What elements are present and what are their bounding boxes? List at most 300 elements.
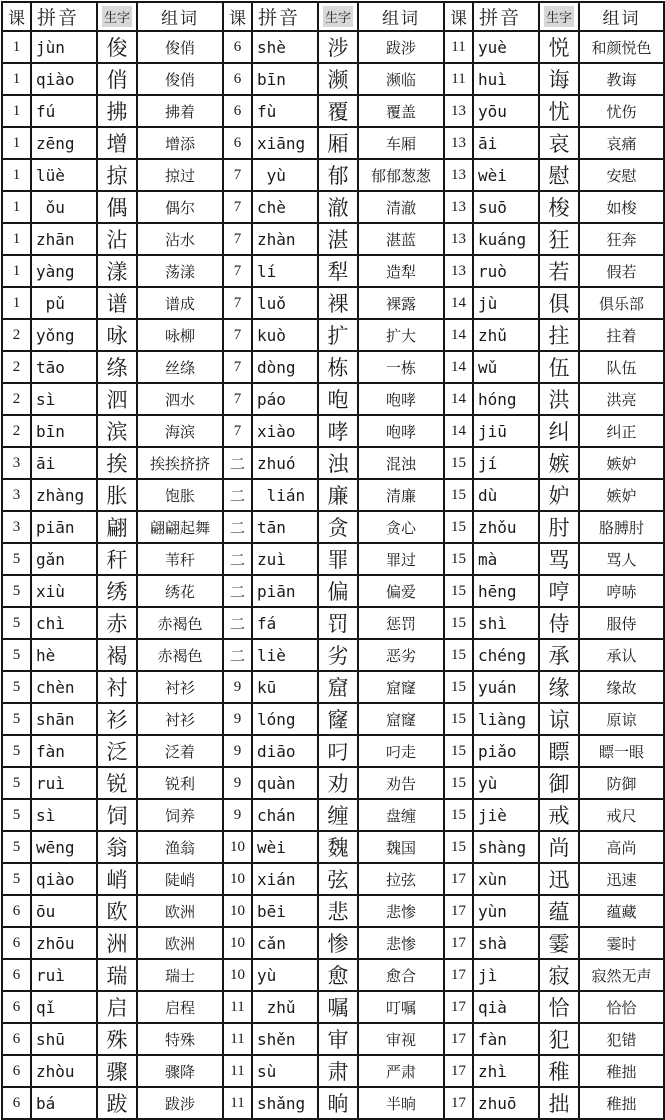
lesson-cell: 13 [444,223,473,255]
character-cell: 劝 [318,767,358,799]
pinyin-cell: lián [252,479,318,511]
pinyin-cell: liè [252,639,318,671]
character-cell: 骤 [97,1055,137,1087]
word-cell: 寂然无声 [579,959,664,991]
pinyin-cell: piǎo [473,735,539,767]
pinyin-cell: yùn [473,895,539,927]
pinyin-cell: yàng [31,255,97,287]
pinyin-cell: xiāng [252,127,318,159]
character-cell: 绦 [97,351,137,383]
table-row [2,639,664,671]
lesson-cell: 14 [444,383,473,415]
character-cell: 梭 [539,191,579,223]
header-row [2,2,664,31]
character-cell: 缠 [318,799,358,831]
word-cell: 清澈 [358,191,444,223]
lesson-cell: 15 [444,703,473,735]
character-cell: 泛 [97,735,137,767]
character-cell: 浊 [318,447,358,479]
word-cell: 特殊 [137,1023,223,1055]
word-cell: 饲养 [137,799,223,831]
word-cell: 翩翩起舞 [137,511,223,543]
word-cell: 承认 [579,639,664,671]
pinyin-cell: diāo [252,735,318,767]
pinyin-cell: sù [252,1055,318,1087]
table-row [2,383,664,415]
pinyin-cell: jì [473,959,539,991]
word-cell: 赤褐色 [137,607,223,639]
character-cell: 褐 [97,639,137,671]
character-cell: 嫉 [539,447,579,479]
word-cell: 如梭 [579,191,664,223]
word-cell: 高尚 [579,831,664,863]
pinyin-cell: zēng [31,127,97,159]
pinyin-cell: fàn [473,1023,539,1055]
pinyin-cell: lóng [252,703,318,735]
pinyin-cell: chán [252,799,318,831]
word-cell: 海滨 [137,415,223,447]
pinyin-cell: xùn [473,863,539,895]
lesson-cell: 6 [223,63,252,95]
lesson-cell: 5 [2,575,31,607]
word-cell: 挨挨挤挤 [137,447,223,479]
header-character [539,2,579,31]
character-cell: 拄 [539,319,579,351]
lesson-cell: 7 [223,223,252,255]
pinyin-cell: fù [252,95,318,127]
table-row [2,799,664,831]
word-cell: 掠过 [137,159,223,191]
character-cell: 窟 [318,671,358,703]
character-cell: 犁 [318,255,358,287]
character-cell: 俱 [539,287,579,319]
header-character-label: 生字 [102,6,132,27]
pinyin-cell: piān [252,575,318,607]
pinyin-cell: chèn [31,671,97,703]
lesson-cell: 17 [444,1023,473,1055]
character-cell: 拙 [539,1087,579,1119]
character-cell: 罪 [318,543,358,575]
word-cell: 骤降 [137,1055,223,1087]
lesson-cell: 14 [444,415,473,447]
word-cell: 和颜悦色 [579,31,664,63]
character-cell: 叼 [318,735,358,767]
word-cell: 窟窿 [358,671,444,703]
character-cell: 承 [539,639,579,671]
table-row [2,31,664,63]
pinyin-cell: lüè [31,159,97,191]
pinyin-cell: xiù [31,575,97,607]
word-cell: 渔翁 [137,831,223,863]
character-cell: 妒 [539,479,579,511]
table-row [2,543,664,575]
header-character-label: 生字 [323,6,353,27]
table-row [2,703,664,735]
lesson-cell: 5 [2,767,31,799]
header-pinyin: 拼音 [473,2,539,31]
character-cell: 悦 [539,31,579,63]
table-row [2,575,664,607]
pinyin-cell: jùn [31,31,97,63]
character-cell: 肃 [318,1055,358,1087]
lesson-cell: 5 [2,831,31,863]
word-cell: 盘缠 [358,799,444,831]
character-cell: 霎 [539,927,579,959]
word-cell: 欧洲 [137,927,223,959]
pinyin-cell: wèi [252,831,318,863]
pinyin-cell: zhǒu [473,511,539,543]
lesson-cell: 6 [2,895,31,927]
word-cell: 丝绦 [137,351,223,383]
header-character-label: 生字 [544,6,574,27]
pinyin-cell: jí [473,447,539,479]
pinyin-cell: chè [252,191,318,223]
table-row [2,95,664,127]
header-lesson: 课 [444,2,473,31]
word-cell: 绣花 [137,575,223,607]
pinyin-cell: luǒ [252,287,318,319]
lesson-cell: 二 [223,479,252,511]
word-cell: 增添 [137,127,223,159]
character-cell: 赤 [97,607,137,639]
word-cell: 愈合 [358,959,444,991]
character-cell: 秆 [97,543,137,575]
table-row [2,863,664,895]
character-cell: 忧 [539,95,579,127]
lesson-cell: 15 [444,543,473,575]
character-cell: 尚 [539,831,579,863]
pinyin-cell: zhuó [252,447,318,479]
word-cell: 覆盖 [358,95,444,127]
character-cell: 饲 [97,799,137,831]
word-cell: 陡峭 [137,863,223,895]
lesson-cell: 17 [444,927,473,959]
pinyin-cell: ruì [31,959,97,991]
lesson-cell: 6 [2,959,31,991]
lesson-cell: 5 [2,543,31,575]
pinyin-cell: shà [473,927,539,959]
pinyin-cell: suō [473,191,539,223]
lesson-cell: 2 [2,319,31,351]
word-cell: 稚拙 [579,1087,664,1119]
character-cell: 澈 [318,191,358,223]
lesson-cell: 5 [2,671,31,703]
lesson-cell: 13 [444,95,473,127]
pinyin-cell: huì [473,63,539,95]
lesson-cell: 11 [223,1087,252,1119]
pinyin-cell: wèi [473,159,539,191]
character-cell: 扩 [318,319,358,351]
character-cell: 俊 [97,31,137,63]
lesson-cell: 1 [2,127,31,159]
character-cell: 欧 [97,895,137,927]
character-cell: 衬 [97,671,137,703]
character-cell: 哀 [539,127,579,159]
character-cell: 启 [97,991,137,1023]
character-cell: 跋 [97,1087,137,1119]
word-cell: 饱胀 [137,479,223,511]
table-row [2,287,664,319]
character-cell: 稚 [539,1055,579,1087]
pinyin-cell: jiū [473,415,539,447]
character-cell: 恰 [539,991,579,1023]
word-cell: 混浊 [358,447,444,479]
header-character [318,2,358,31]
word-cell: 俊俏 [137,31,223,63]
word-cell: 骂人 [579,543,664,575]
pinyin-cell: yù [473,767,539,799]
pinyin-cell: lí [252,255,318,287]
pinyin-cell: kuáng [473,223,539,255]
character-cell: 瞟 [539,735,579,767]
pinyin-cell: shān [31,703,97,735]
character-cell: 锐 [97,767,137,799]
character-cell: 厢 [318,127,358,159]
lesson-cell: 6 [223,31,252,63]
lesson-cell: 17 [444,959,473,991]
character-cell: 裸 [318,287,358,319]
lesson-cell: 5 [2,735,31,767]
character-cell: 犯 [539,1023,579,1055]
pinyin-cell: zuì [252,543,318,575]
pinyin-cell: ōu [31,895,97,927]
pinyin-cell: bēi [252,895,318,927]
pinyin-cell: ruò [473,255,539,287]
word-cell: 严肃 [358,1055,444,1087]
lesson-cell: 1 [2,159,31,191]
character-cell: 泗 [97,383,137,415]
pinyin-cell: fá [252,607,318,639]
lesson-cell: 14 [444,351,473,383]
pinyin-cell: tān [252,511,318,543]
lesson-cell: 7 [223,383,252,415]
word-cell: 俊俏 [137,63,223,95]
lesson-cell: 二 [223,639,252,671]
lesson-cell: 10 [223,959,252,991]
table-row [2,1055,664,1087]
lesson-cell: 11 [223,1055,252,1087]
word-cell: 濒临 [358,63,444,95]
lesson-cell: 7 [223,287,252,319]
character-cell: 悲 [318,895,358,927]
lesson-cell: 15 [444,639,473,671]
pinyin-cell: gǎn [31,543,97,575]
character-cell: 栋 [318,351,358,383]
lesson-cell: 15 [444,511,473,543]
lesson-cell: 6 [223,95,252,127]
pinyin-cell: zhòu [31,1055,97,1087]
character-cell: 濒 [318,63,358,95]
word-cell: 拂着 [137,95,223,127]
lesson-cell: 9 [223,799,252,831]
table-row [2,735,664,767]
character-cell: 瑞 [97,959,137,991]
lesson-cell: 5 [2,639,31,671]
pinyin-cell: quàn [252,767,318,799]
word-cell: 俱乐部 [579,287,664,319]
header-character [97,2,137,31]
lesson-cell: 10 [223,895,252,927]
lesson-cell: 15 [444,767,473,799]
character-cell: 惨 [318,927,358,959]
lesson-cell: 二 [223,543,252,575]
pinyin-cell: mà [473,543,539,575]
word-cell: 悲惨 [358,927,444,959]
table-row [2,159,664,191]
header-pinyin: 拼音 [31,2,97,31]
table-row [2,831,664,863]
lesson-cell: 11 [223,1023,252,1055]
character-cell: 窿 [318,703,358,735]
lesson-cell: 1 [2,223,31,255]
word-cell: 蕴藏 [579,895,664,927]
pinyin-cell: yù [252,159,318,191]
lesson-cell: 3 [2,479,31,511]
word-cell: 一栋 [358,351,444,383]
character-cell: 偶 [97,191,137,223]
pinyin-cell: fàn [31,735,97,767]
character-cell: 洲 [97,927,137,959]
character-cell: 衫 [97,703,137,735]
pinyin-cell: chì [31,607,97,639]
pinyin-cell: zhān [31,223,97,255]
table-row [2,959,664,991]
word-cell: 拄着 [579,319,664,351]
pinyin-cell: tāo [31,351,97,383]
pinyin-cell: shè [252,31,318,63]
lesson-cell: 5 [2,799,31,831]
table-row [2,767,664,799]
lesson-cell: 3 [2,511,31,543]
word-cell: 稚拙 [579,1055,664,1087]
lesson-cell: 17 [444,1055,473,1087]
lesson-cell: 15 [444,671,473,703]
character-cell: 拂 [97,95,137,127]
lesson-cell: 二 [223,607,252,639]
word-cell: 谱成 [137,287,223,319]
character-cell: 沾 [97,223,137,255]
character-cell: 嘱 [318,991,358,1023]
character-cell: 纠 [539,415,579,447]
character-cell: 若 [539,255,579,287]
pinyin-cell: qiào [31,63,97,95]
character-cell: 殊 [97,1023,137,1055]
word-cell: 罪过 [358,543,444,575]
pinyin-cell: zhuō [473,1087,539,1119]
lesson-cell: 6 [2,1087,31,1119]
pinyin-cell: yuè [473,31,539,63]
lesson-cell: 6 [2,1055,31,1087]
lesson-cell: 17 [444,1087,473,1119]
character-cell: 滨 [97,415,137,447]
word-cell: 恶劣 [358,639,444,671]
word-cell: 哼哧 [579,575,664,607]
pinyin-cell: hóng [473,383,539,415]
table-row [2,191,664,223]
word-cell: 哀痛 [579,127,664,159]
lesson-cell: 二 [223,447,252,479]
lesson-cell: 2 [2,351,31,383]
table-row [2,255,664,287]
table-row [2,415,664,447]
lesson-cell: 1 [2,255,31,287]
lesson-cell: 7 [223,351,252,383]
table-row [2,127,664,159]
pinyin-cell: zhǔ [473,319,539,351]
character-cell: 肘 [539,511,579,543]
pinyin-cell: pǔ [31,287,97,319]
lesson-cell: 15 [444,607,473,639]
word-cell: 半晌 [358,1087,444,1119]
character-cell: 覆 [318,95,358,127]
character-cell: 洪 [539,383,579,415]
pinyin-cell: qià [473,991,539,1023]
vocab-table-body [2,2,664,1119]
character-cell: 骂 [539,543,579,575]
word-cell: 苇秆 [137,543,223,575]
pinyin-cell: zhàng [31,479,97,511]
word-cell: 叮嘱 [358,991,444,1023]
word-cell: 恰恰 [579,991,664,1023]
word-cell: 审视 [358,1023,444,1055]
lesson-cell: 14 [444,319,473,351]
lesson-cell: 13 [444,255,473,287]
pinyin-cell: shū [31,1023,97,1055]
pinyin-cell: chéng [473,639,539,671]
pinyin-cell: liàng [473,703,539,735]
pinyin-cell: páo [252,383,318,415]
pinyin-cell: shěn [252,1023,318,1055]
word-cell: 缘故 [579,671,664,703]
word-cell: 胳膊肘 [579,511,664,543]
character-cell: 寂 [539,959,579,991]
pinyin-cell: jiè [473,799,539,831]
word-cell: 咆哮 [358,415,444,447]
table-row [2,671,664,703]
header-word: 组词 [358,2,444,31]
lesson-cell: 5 [2,703,31,735]
character-cell: 掠 [97,159,137,191]
lesson-cell: 1 [2,191,31,223]
lesson-cell: 1 [2,31,31,63]
word-cell: 假若 [579,255,664,287]
word-cell: 偏爱 [358,575,444,607]
header-pinyin: 拼音 [252,2,318,31]
word-cell: 扩大 [358,319,444,351]
pinyin-cell: bīn [252,63,318,95]
table-row [2,447,664,479]
pinyin-cell: hè [31,639,97,671]
character-cell: 戒 [539,799,579,831]
word-cell: 悲惨 [358,895,444,927]
word-cell: 原谅 [579,703,664,735]
pinyin-cell: ruì [31,767,97,799]
pinyin-cell: xiào [252,415,318,447]
pinyin-cell: piān [31,511,97,543]
pinyin-cell: yōu [473,95,539,127]
word-cell: 郁郁葱葱 [358,159,444,191]
word-cell: 魏国 [358,831,444,863]
word-cell: 叼走 [358,735,444,767]
pinyin-cell: yù [252,959,318,991]
word-cell: 忧伤 [579,95,664,127]
vocab-table [1,1,665,1120]
word-cell: 跋涉 [358,31,444,63]
pinyin-cell: hēng [473,575,539,607]
lesson-cell: 1 [2,95,31,127]
header-lesson: 课 [2,2,31,31]
character-cell: 胀 [97,479,137,511]
